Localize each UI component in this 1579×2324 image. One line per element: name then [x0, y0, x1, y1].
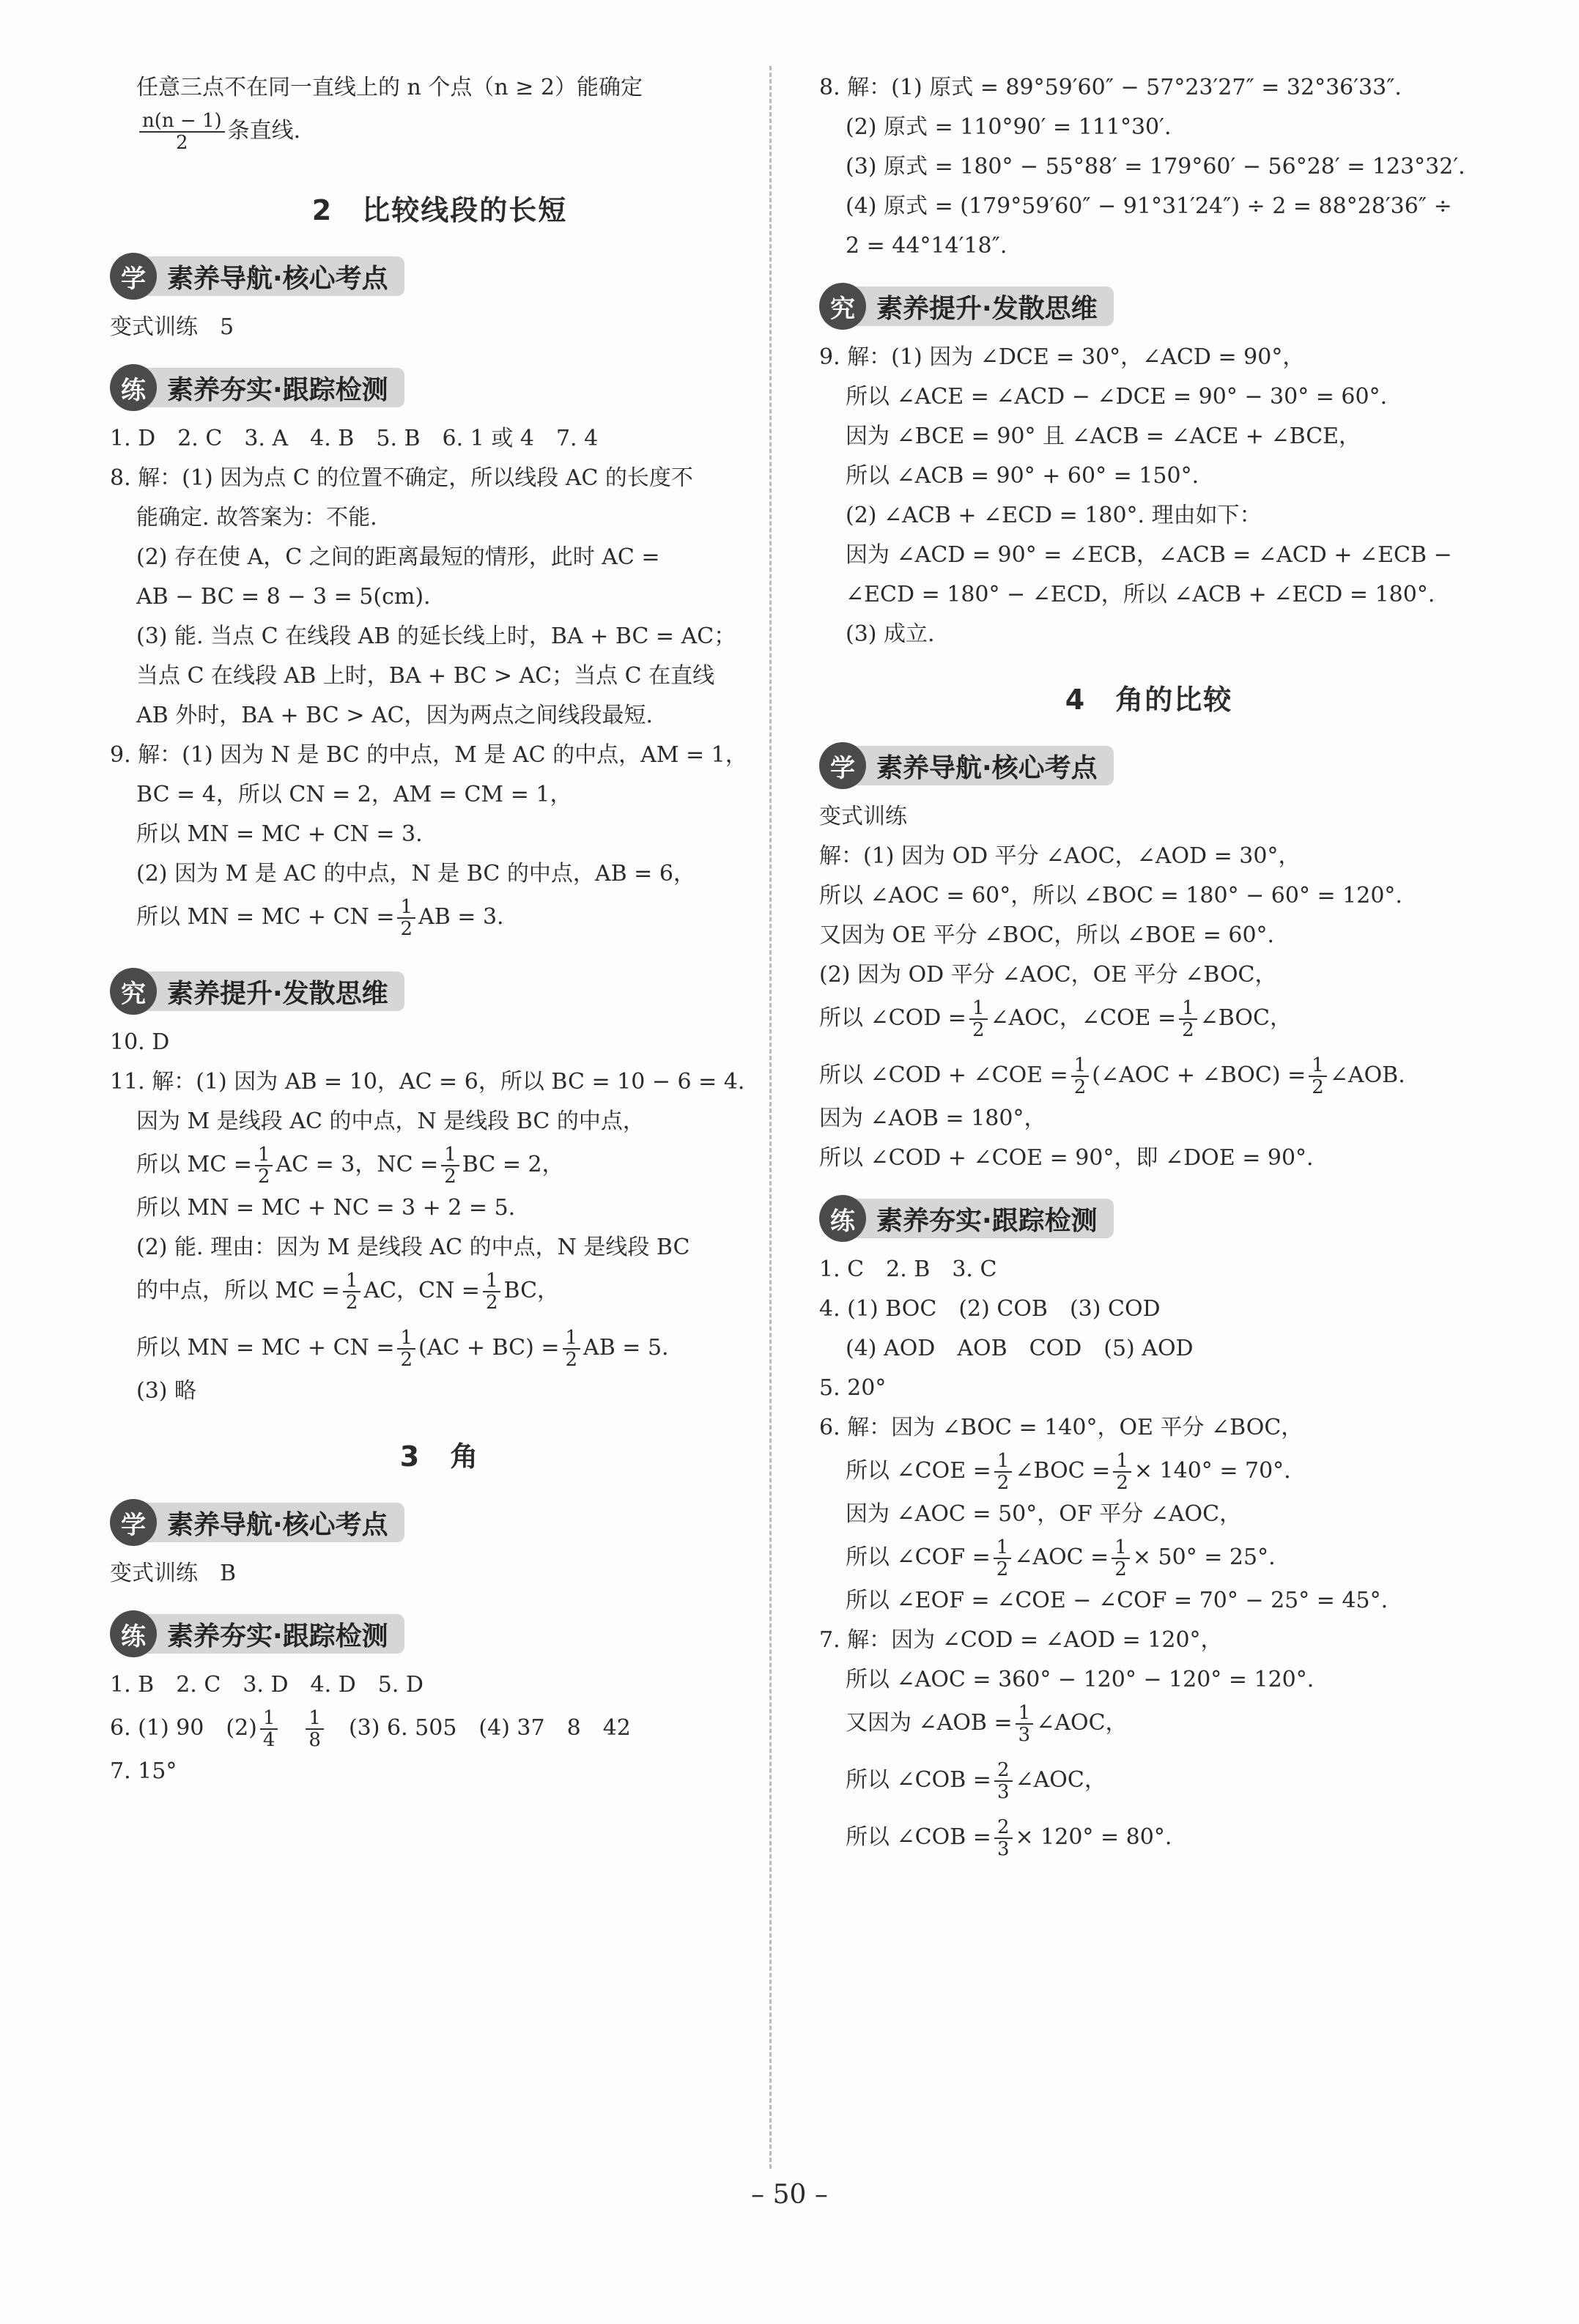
fraction: $\frac{1}{4}$	[260, 1708, 278, 1750]
answer-line: 因为 ∠AOB = 180°，	[819, 1106, 1046, 1131]
answer-line: 6. 解：因为 ∠BOC = 140°，OE 平分 ∠BOC，	[819, 1415, 1303, 1440]
answer-line: 所以 ∠EOF = ∠COE − ∠COF = 70° − 25° = 45°.	[846, 1588, 1388, 1613]
fraction: $\frac{1}{2}$	[441, 1144, 459, 1187]
fraction: $\frac{1}{2}$	[397, 897, 415, 939]
answer-line: 11. 解：(1) 因为 AB = 10，AC = 6，所以 BC = 10 − 6 = 4.	[110, 1069, 745, 1095]
answer-line: 因为 M 是线段 AC 的中点，N 是线段 BC 的中点，	[136, 1109, 645, 1134]
fraction: $\frac{n(n - 1)}{2}$	[139, 111, 225, 153]
answer-line: 1. C 2. B 3. C	[819, 1257, 997, 1282]
section-header-jiu	[110, 968, 769, 1015]
fraction: $\frac{1}{2}$	[1071, 1055, 1090, 1098]
answer-line: (2) 能. 理由：因为 M 是线段 AC 的中点，N 是线段 BC	[136, 1235, 690, 1260]
answer-line: 所以 ∠COD = $\frac{1}{2}$ ∠AOC，∠COE = $\frac{1}{2}$ ∠BOC，	[819, 997, 1292, 1041]
fraction: $\frac{1}{2}$	[1112, 1537, 1130, 1580]
fraction: $\frac{1}{2}$	[1113, 1451, 1131, 1493]
answer-line: 所以 MN = MC + CN = $\frac{1}{2}$ AB = 3.	[136, 896, 504, 940]
answer-line: 所以 ∠COE = $\frac{1}{2}$ ∠BOC = $\frac{1}{2}$ × 140° = 70°.	[846, 1450, 1291, 1494]
section-title: 2 比较线段的长短	[311, 194, 568, 226]
fraction: $\frac{1}{2}$	[1179, 998, 1197, 1040]
answer-line: 4. (1) BOC (2) COB (3) COD	[819, 1296, 1161, 1322]
text-line: 任意三点不在同一直线上的 n 个点（n ≥ 2）能确定	[136, 75, 643, 100]
answer-line: 1. D 2. C 3. A 4. B 5. B 6. 1 或 4 7. 4	[110, 426, 599, 451]
xue-badge-icon: 学	[110, 253, 157, 300]
answer-line: 所以 ∠AOC = 360° − 120° − 120° = 120°.	[846, 1667, 1314, 1692]
answer-line: (4) AOD AOB COD (5) AOD	[846, 1336, 1194, 1361]
answer-line: 所以 ∠ACE = ∠ACD − ∠DCE = 90° − 30° = 60°.	[846, 384, 1388, 410]
lian-badge-icon: 练	[110, 1610, 157, 1657]
section-header-lian	[110, 1610, 769, 1657]
answer-line: 所以 MN = MC + CN = $\frac{1}{2}$ (AC + BC) = $\frac{1}{2}$ AB = 5.	[136, 1327, 669, 1371]
answer-line: 10. D	[110, 1029, 170, 1055]
answer-line: 又因为 OE 平分 ∠BOC，所以 ∠BOE = 60°.	[819, 922, 1275, 948]
answer-line: 的中点，所以 MC = $\frac{1}{2}$ AC，CN = $\frac{1}{2}$ BC，	[136, 1270, 560, 1314]
answer-line: 6. (1) 90 (2) $\frac{1}{4}$ $\frac{1}{8}$ (3) 6. 505 (4) 37 8 42	[110, 1707, 631, 1751]
fraction: $\frac{1}{2}$	[969, 998, 988, 1040]
answer-line: 8. 解：(1) 因为点 C 的位置不确定，所以线段 AC 的长度不	[110, 465, 693, 491]
answer-line: 1. B 2. C 3. D 4. D 5. D	[110, 1672, 424, 1698]
answer-line: 所以 ∠COB = $\frac{2}{3}$ ∠AOC，	[846, 1759, 1106, 1803]
fraction: $\frac{1}{2}$	[343, 1270, 361, 1313]
answer-line: 能确定. 故答案为：不能.	[136, 505, 377, 530]
answer-line: 所以 MN = MC + NC = 3 + 2 = 5.	[136, 1195, 516, 1221]
answer-line: 所以 ∠ACB = 90° + 60° = 150°.	[846, 463, 1199, 489]
fraction: $\frac{1}{2}$	[994, 1537, 1012, 1580]
answer-line: (2) 存在使 A，C 之间的距离最短的情形，此时 AC =	[136, 544, 660, 570]
answer-line: (2) 因为 M 是 AC 的中点，N 是 BC 的中点，AB = 6，	[136, 861, 695, 887]
answer-line: (3) 成立.	[846, 621, 935, 647]
fraction: $\frac{1}{2}$	[255, 1144, 273, 1187]
answer-line: 所以 ∠COF = $\frac{1}{2}$ ∠AOC = $\frac{1}{2}$ × 50° = 25°.	[846, 1536, 1276, 1580]
answer-line: (4) 原式 = (179°59′60″ − 91°31′24″) ÷ 2 = 88°28′36″ ÷	[846, 193, 1452, 219]
answer-line: 7. 15°	[110, 1758, 177, 1784]
section-header-lian	[110, 364, 769, 411]
answer-line: (2) 原式 = 110°90′ = 111°30′.	[846, 114, 1172, 140]
answer-line: (3) 原式 = 180° − 55°88′ = 179°60′ − 56°28′ = 123°32′.	[846, 154, 1465, 180]
answer-line: (3) 略	[136, 1378, 197, 1404]
header-label: 素养导航·核心考点	[144, 256, 404, 296]
answer-line: 9. 解：(1) 因为 ∠DCE = 30°，∠ACD = 90°，	[819, 344, 1305, 370]
answer-line: (2) ∠ACB + ∠ECD = 180°. 理由如下：	[846, 503, 1262, 528]
answer-line: (2) 因为 OD 平分 ∠AOC，OE 平分 ∠BOC，	[819, 962, 1277, 988]
section-header-xue	[819, 742, 1479, 789]
answer-line: 所以 ∠AOC = 60°，所以 ∠BOC = 180° − 60° = 120°.	[819, 883, 1402, 908]
section-header-xue	[110, 1499, 769, 1546]
answer-line: 因为 ∠BCE = 90° 且 ∠ACB = ∠ACE + ∠BCE，	[846, 423, 1361, 449]
answer-line: (3) 能. 当点 C 在线段 AB 的延长线上时，BA + BC = AC；	[136, 623, 736, 649]
fraction: $\frac{1}{3}$	[1016, 1703, 1034, 1745]
fraction: $\frac{1}{8}$	[306, 1708, 324, 1750]
text-line: 变式训练	[819, 804, 907, 829]
jiu-badge-icon: 究	[110, 968, 157, 1015]
left-column	[110, 73, 769, 1786]
fraction: $\frac{1}{2}$	[563, 1328, 581, 1370]
header-label: 素养提升·发散思维	[144, 972, 404, 1011]
section-title: 4 角的比较	[1065, 684, 1233, 716]
header-label: 素养提升·发散思维	[853, 286, 1114, 326]
xue-badge-icon: 学	[819, 742, 866, 789]
answer-line: 9. 解：(1) 因为 N 是 BC 的中点，M 是 AC 的中点，AM = 1，	[110, 742, 747, 768]
fraction: $\frac{1}{2}$	[994, 1451, 1013, 1493]
header-label: 素养夯实·跟踪检测	[144, 1614, 404, 1654]
answer-line: AB − BC = 8 − 3 = 5(cm).	[136, 584, 431, 610]
right-column	[819, 73, 1479, 1866]
answer-line: 所以 ∠COD + ∠COE = 90°，即 ∠DOE = 90°.	[819, 1145, 1314, 1171]
header-label: 素养导航·核心考点	[144, 1503, 404, 1542]
page-number: – 50 –	[751, 2180, 828, 2210]
section-header-lian	[819, 1195, 1479, 1242]
section-header-xue	[110, 253, 769, 300]
answer-line: ∠ECD = 180° − ∠ECD，所以 ∠ACB + ∠ECD = 180°.	[846, 582, 1435, 607]
column-divider	[769, 66, 772, 2169]
text-line: $\frac{n(n - 1)}{2}$ 条直线.	[110, 103, 769, 160]
answer-line: 8. 解：(1) 原式 = 89°59′60″ − 57°23′27″ = 32°36′33″.	[819, 75, 1402, 100]
header-label: 素养夯实·跟踪检测	[144, 368, 404, 407]
answer-line: 2 = 44°14′18″.	[846, 233, 1007, 259]
xue-badge-icon: 学	[110, 1499, 157, 1546]
fraction: $\frac{1}{2}$	[483, 1270, 501, 1313]
header-label: 素养导航·核心考点	[853, 746, 1114, 785]
fraction: $\frac{1}{2}$	[1309, 1055, 1327, 1098]
header-label: 素养夯实·跟踪检测	[853, 1199, 1114, 1238]
fraction: $\frac{1}{2}$	[397, 1328, 415, 1370]
answer-line: 所以 MN = MC + CN = 3.	[136, 821, 423, 847]
answer-line: 又因为 ∠AOB = $\frac{1}{3}$ ∠AOC，	[846, 1702, 1128, 1746]
answer-line: 因为 ∠AOC = 50°，OF 平分 ∠AOC，	[846, 1501, 1242, 1527]
answer-line: BC = 4，所以 CN = 2，AM = CM = 1，	[136, 782, 572, 807]
answer-line: 5. 20°	[819, 1375, 887, 1401]
answer-line: 解：(1) 因为 OD 平分 ∠AOC，∠AOD = 30°，	[819, 843, 1301, 869]
fraction: $\frac{2}{3}$	[994, 1760, 1013, 1802]
answer-line: 所以 ∠COB = $\frac{2}{3}$ × 120° = 80°.	[846, 1816, 1172, 1860]
answer-line: 因为 ∠ACD = 90° = ∠ECB，∠ACB = ∠ACD + ∠ECB −	[846, 542, 1452, 568]
answer-line: 所以 ∠COD + ∠COE = $\frac{1}{2}$ (∠AOC + ∠BOC) = $\frac{1}{2}$ ∠AOB.	[819, 1054, 1405, 1098]
answer-line: 所以 MC = $\frac{1}{2}$ AC = 3，NC = $\frac{1}{2}$ BC = 2，	[136, 1144, 564, 1188]
lian-badge-icon: 练	[819, 1195, 866, 1242]
section-title: 3 角	[399, 1440, 480, 1473]
fraction: $\frac{2}{3}$	[994, 1817, 1013, 1859]
answer-line: 7. 解：因为 ∠COD = ∠AOD = 120°，	[819, 1627, 1223, 1653]
answer-line: AB 外时，BA + BC > AC，因为两点之间线段最短.	[136, 703, 654, 728]
jiu-badge-icon: 究	[819, 283, 866, 330]
lian-badge-icon: 练	[110, 364, 157, 411]
answer-line: 当点 C 在线段 AB 上时，BA + BC > AC；当点 C 在直线	[136, 663, 715, 689]
text-line: 变式训练 5	[110, 314, 234, 340]
section-header-jiu	[819, 283, 1479, 330]
text-line: 变式训练 B	[110, 1561, 237, 1586]
